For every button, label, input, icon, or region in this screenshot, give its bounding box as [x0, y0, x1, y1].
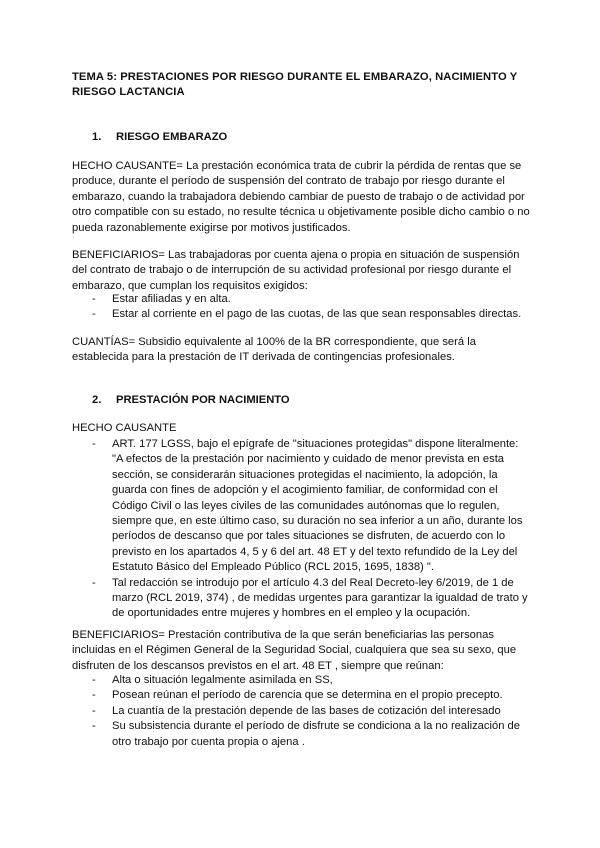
section-1-beneficiarios: BENEFICIARIOS= Las trabajadoras por cuenta ajena o propia en situación de suspensión del contrato de trabajo o de interrupción de su actividad profesional por riesgo durante el embarazo, que cumplan los requisitos exigidos: — [72, 249, 520, 292]
section-1-heading — [92, 131, 227, 143]
list-item: - Alta o situación legalmente asimilada en SS, — [92, 673, 532, 688]
list-item: - Posean reúnan el período de carencia que se determina en el propio precepto. — [92, 688, 532, 703]
list-item: - ART. 177 LGSS, bajo el epígrafe de "situaciones protegidas" dispone literalmente: "A efectos de la prestación por nacimiento y cuidado de menor prevista en esta sección, se considerarán situaciones protegidas el nacimiento, la adopción, la guarda con fines de adopción y el acogimiento familiar, de conformidad con el Código Civil o las leyes civiles de las comunidades autónomas que lo regulen, siempre que, en este último caso, su duración no sea inferior a un año, durante los períodos de descanso que por tales situaciones se disfruten, de acuerdo con lo previsto en los apartados 4, 5 y 6 del art. 48 ET y del texto refundido de la Ley del Estatuto Básico del Empleado Público (RCL 2015, 1695, 1838) ". — [92, 437, 532, 576]
list-item: - La cuantía de la prestación depende de las bases de cotización del interesado — [92, 704, 532, 719]
section-1-hecho-causante: HECHO CAUSANTE= La prestación económica trata de cubrir la pérdida de rentas que se produce, durante el período de suspensión del contrato de trabajo por riesgo durante el embarazo, cuando la trabajadora debiendo cambiar de puesto de trabajo o de actividad por otro compatible con su estado, no resulte técnica u objetivamente posible dicho cambio o no pueda razonablemente exigirse por motivos justificados. — [72, 160, 530, 234]
section-1-cuantias: CUANTÍAS= Subsidio equivalente al 100% de la BR correspondiente, que será la establecida para la prestación de IT derivada de contingencias profesionales. — [72, 336, 476, 364]
list-item: - Estar al corriente en el pago de las cuotas, de las que sean responsables directas. — [92, 307, 532, 322]
section-2-number: 2. — [92, 394, 102, 406]
section-1-requirements-list — [92, 292, 532, 323]
section-2-title: PRESTACIÓN POR NACIMIENTO — [116, 394, 290, 406]
section-2-hecho-causante-label: HECHO CAUSANTE — [72, 422, 177, 434]
section-2-beneficiarios: BENEFICIARIOS= Prestación contributiva de la que serán beneficiarias las personas incluidas en el Régimen General de la Seguridad Social, cualquiera que sea su sexo, que disfruten de los descansos previstos en el art. 48 ET , siempre que reúnan: — [72, 629, 517, 672]
list-item: - Estar afiliadas y en alta. — [92, 292, 532, 307]
document-title: TEMA 5: PRESTACIONES POR RIESGO DURANTE EL EMBARAZO, NACIMIENTO Y RIESGO LACTANCIA — [72, 71, 518, 99]
list-item: - Su subsistencia durante el período de disfrute se condiciona a la no realización de otro trabajo por cuenta propia o ajena . — [92, 719, 532, 750]
section-2-beneficiarios-list — [92, 673, 532, 750]
section-2-heading — [92, 394, 290, 406]
list-item: - Tal redacción se introdujo por el artículo 4.3 del Real Decreto-ley 6/2019, de 1 de marzo (RCL 2019, 374) , de medidas urgentes para garantizar la igualdad de trato y de oportunidades entre mujeres y hombres en el empleo y la ocupación. — [92, 576, 532, 622]
section-1-number: 1. — [92, 131, 102, 143]
section-2-hecho-list — [92, 437, 532, 622]
section-1-title: RIESGO EMBARAZO — [116, 131, 228, 143]
